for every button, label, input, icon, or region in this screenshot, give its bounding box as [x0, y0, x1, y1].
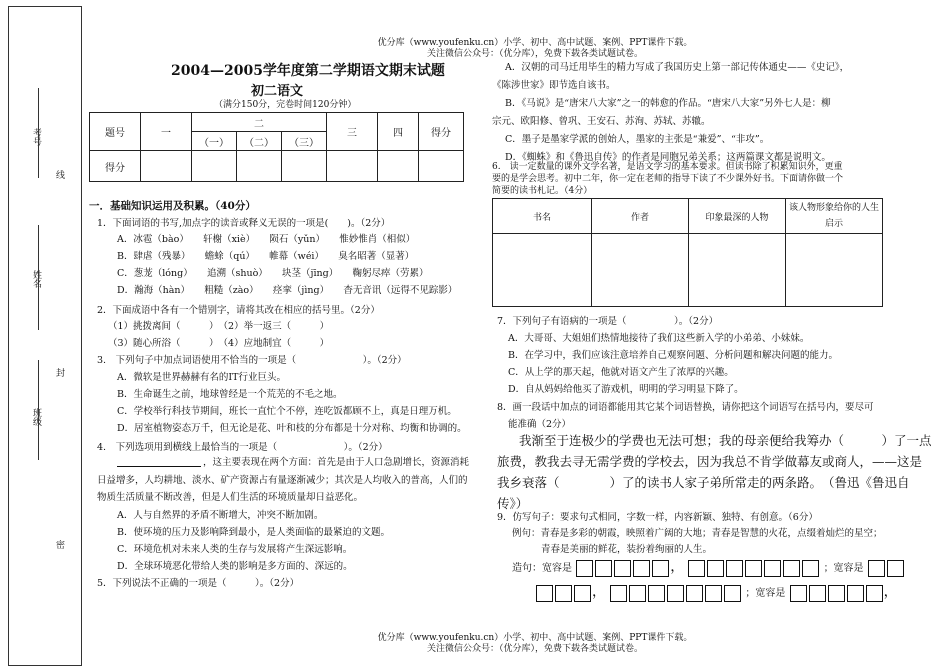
- score-cell[interactable]: [141, 151, 192, 182]
- q1-stem: 1．下面词语的书写,加点字的读音或释义无误的一项是( )。（2分）: [97, 218, 391, 229]
- q6-stem-3: 简要的读书札记。（4分）: [492, 186, 593, 196]
- q8-passage-2: 旅费，教我去寻无需学费的学校去，因为我总不肯学做幕友或商人，——这是: [497, 454, 923, 469]
- book-col-character: 印象最深的人物: [689, 199, 786, 234]
- q4-passage-3: 物质生活质量不断改善，但是人们生活的环境质量却日益恶化。: [97, 492, 364, 503]
- q3-option-a: A．微软是世界赫赫有名的IT行业巨头。: [117, 372, 286, 383]
- footer-line-2: 关注微信公众号：（优分库），免费下载各类试题试卷。: [426, 644, 643, 654]
- side-label-mi: 密: [54, 540, 64, 549]
- book-col-insight: 该人物形象给你的人生启示: [786, 199, 883, 234]
- q9-box-group[interactable]: [867, 563, 905, 574]
- q5-option-a-1: A．汉朝的司马迁用毕生的精力写成了我国历史上第一部记传体通史——《史记》，: [505, 62, 850, 73]
- score-sub-1: （一）: [192, 132, 237, 151]
- q9-box-group[interactable]: [609, 588, 742, 599]
- q7-stem: 7．下列句子有语病的一项是（ ）。（2分）: [497, 316, 719, 327]
- q9-answer-line-2: ， ；宽容是 ，: [535, 582, 898, 604]
- q9-box-group[interactable]: [535, 588, 592, 599]
- side-label-banji: 班级: [31, 408, 41, 426]
- book-cell[interactable]: [592, 234, 689, 307]
- q7-option-a: A．大哥哥、大姐姐们热情地接待了我们这些新入学的小弟弟、小妹妹。: [508, 333, 810, 344]
- q4-option-b: B．使环境的压力及影响降到最小，是人类面临的最紧迫的文题。: [117, 527, 390, 538]
- side-label-kaohao: 考号: [31, 128, 41, 146]
- q3-stem: 3. 下列句子中加点词语使用不恰当的一项是（ ）。（2分）: [97, 355, 407, 366]
- footer-line-1: 优分库（www.youfenku.cn）小学、初中、高中试题、案例、PPT课件下载。: [377, 633, 693, 643]
- book-notes-table: [492, 198, 883, 307]
- q2-stem: 2．下面成语中各有一个错别字，请将其改在相应的括号里。（2分）: [97, 305, 380, 316]
- q9-answer-mid: ；宽容是: [823, 563, 864, 574]
- score-cell[interactable]: [419, 151, 464, 182]
- q1-option-b: B．肆虐（残暴） 蟾蜍（qú） 帷幕（wéi） 臭名昭著（显著）: [117, 251, 415, 262]
- exam-note: （满分150分，完卷时间120分钟）: [214, 100, 357, 110]
- score-cell[interactable]: [327, 151, 378, 182]
- kaohao-fill-line: [38, 88, 39, 178]
- q9-example-1: 例句：青春是多彩的朝霞，映照着广阔的大地；青春是智慧的火花，点缀着灿烂的星空；: [512, 528, 883, 539]
- q4-passage-1: ，这主要表现在两个方面：首先是由于人口急剧增长，资源消耗: [203, 457, 470, 468]
- q7-option-b: B．在学习中，我们应该注意培养自己观察问题、分析问题和解决问题的能力。: [508, 350, 838, 361]
- exam-title: 2004—2005学年度第二学期语文期末试题: [171, 63, 445, 79]
- side-label-xingming: 姓名: [31, 270, 41, 288]
- side-label-xian: 线: [54, 170, 64, 179]
- q7-option-d: D．自从妈妈给他买了游戏机，明明的学习明显下降了。: [508, 384, 744, 395]
- q4-option-d: D．全球环境恶化带给人类的影响是多方面的、深远的。: [117, 561, 353, 572]
- q8-passage-4: 传》）: [497, 496, 529, 511]
- score-header-2: 二: [192, 113, 327, 132]
- q8-stem-2: 能准确（2分）: [508, 419, 572, 430]
- q5-option-a-2: 《陈涉世家》即节选自该书。: [492, 80, 616, 91]
- q1-option-d: D．瀚海（hàn） 粗糙（zào） 痉挛（jìng） 杳无音讯（远得不见踪影）: [117, 285, 458, 296]
- q6-stem-1: 6. 读一定数量的课外文学名著，是语文学习的基本要求。但读书除了积累知识外，更重: [492, 162, 843, 172]
- q4-option-a: A．人与自然界的矛盾不断增大，冲突不断加剧。: [117, 510, 324, 521]
- q3-option-d: D．居室植物姿态万千，但无论是花、叶和枝的分布都是十分对称、均衡和协调的。: [117, 423, 467, 434]
- q8-stem-1: 8．画一段话中加点的词语都能用其它某个词语替换，请你把这个词语写在括号内，要尽可: [497, 402, 874, 413]
- q9-answer-end: ；宽容是: [745, 588, 786, 599]
- header-line-1: 优分库（www.youfenku.cn）小学、初中、高中试题、案例、PPT课件下载。: [377, 38, 693, 48]
- score-cell[interactable]: [282, 151, 327, 182]
- header-line-2: 关注微信公众号：（优分库），免费下载各类试题试卷。: [426, 49, 643, 59]
- banji-fill-line: [38, 360, 39, 460]
- score-sub-3: （三）: [282, 132, 327, 151]
- section-1-heading: 一．基础知识运用及积累。（40分）: [89, 200, 256, 212]
- q2-items-2: （3）随心所浴（ ） （4）应地制宜（ ）: [108, 338, 330, 349]
- score-cell[interactable]: [237, 151, 282, 182]
- score-header-1: 一: [141, 113, 192, 151]
- q9-example-2: 青春是美丽的鲜花，装扮着绚丽的人生。: [541, 544, 713, 555]
- q9-stem: 9．仿写句子：要求句式相同，字数一样，内容新颖、独特、有创意。（6分）: [497, 512, 818, 523]
- q9-box-group[interactable]: [575, 563, 670, 574]
- book-cell[interactable]: [493, 234, 592, 307]
- q9-answer-prefix: 造句：宽容是: [512, 563, 572, 574]
- q5-option-b-1: B．《马说》是“唐宋八大家”之一的韩愈的作品。“唐宋八大家”另外七人是：柳: [505, 98, 831, 109]
- q5-option-c: C．墨子是墨家学派的创始人，墨家的主张是“兼爱”、“非攻”。: [505, 134, 770, 145]
- q4-answer-blank[interactable]: [117, 466, 201, 467]
- book-col-title: 书名: [493, 199, 592, 234]
- q8-passage-1: 我渐至于连极少的学费也无法可想；我的母亲便给我筹办（ ）了一点: [519, 433, 932, 448]
- q3-option-b: B．生命诞生之前，地球曾经是一个荒芜的不毛之地。: [117, 389, 343, 400]
- q7-option-c: C．从上学的那天起，他就对语文产生了浓厚的兴趣。: [508, 367, 734, 378]
- score-sub-2: （二）: [237, 132, 282, 151]
- score-header-3: 三: [327, 113, 378, 151]
- score-header-total: 得分: [419, 113, 464, 151]
- book-col-author: 作者: [592, 199, 689, 234]
- exam-grade: 初二语文: [251, 84, 304, 99]
- side-label-feng: 封: [54, 368, 64, 377]
- q1-option-a: A．冰雹（bào） 轩榭（xiè） 陨石（yǔn） 惟妙惟肖（相似）: [117, 234, 416, 245]
- score-cell[interactable]: [192, 151, 237, 182]
- book-cell[interactable]: [786, 234, 883, 307]
- score-table: [89, 112, 464, 182]
- q5-stem: 5．下列说法不正确的一项是（ ）。（2分）: [97, 578, 300, 589]
- score-header-4: 四: [378, 113, 419, 151]
- xingming-fill-line: [38, 225, 39, 330]
- score-header-tihao: 题号: [90, 113, 141, 151]
- score-row-label: 得分: [90, 151, 141, 182]
- q5-option-b-2: 宗元、欧阳修、曾巩、王安石、苏洵、苏轼、苏辙。: [492, 116, 711, 127]
- binding-strip: [8, 6, 82, 666]
- q9-box-group[interactable]: [789, 588, 884, 599]
- q4-stem: 4. 下列选项用到横线上最恰当的一项是（ ）。（2分）: [97, 442, 388, 453]
- q5-option-d: D．《蜘蛛》和《鲁迅自传》的作者是同胞兄弟关系；这两篇课文都是说明文。: [505, 152, 831, 163]
- q6-stem-2: 要的是学会思考。初中二年，你一定在老师的指导下读了不少课外好书。下面请你做一个: [492, 174, 844, 184]
- score-cell[interactable]: [378, 151, 419, 182]
- q4-passage-2: 日益增多，人均耕地、淡水、矿产资源占有量逐渐减少；其次是人均收入的普高，人们的: [97, 475, 468, 486]
- book-cell[interactable]: [689, 234, 786, 307]
- q8-passage-3: 我乡衰落（ ）了的读书人家子弟所常走的两条路。 （鲁迅《鲁迅自: [497, 475, 910, 490]
- q3-option-c: C．学校举行科技节期间，班长一直忙个不停，连吃饭都顾不上，真是日理万机。: [117, 406, 457, 417]
- q9-answer-line-1: 造句：宽容是 ， ；宽容是: [512, 557, 905, 579]
- q2-items-1: （1）挑拨离间（ ） （2）举一返三（ ）: [108, 321, 330, 332]
- q1-option-c: C．葱茏（lóng） 追溯（shuò） 块茎（jīng） 鞠躬尽瘁（劳累）: [117, 268, 429, 279]
- q4-option-c: C．环境危机对未来人类的生存与发展将产生深远影响。: [117, 544, 353, 555]
- q9-box-group[interactable]: [687, 563, 820, 574]
